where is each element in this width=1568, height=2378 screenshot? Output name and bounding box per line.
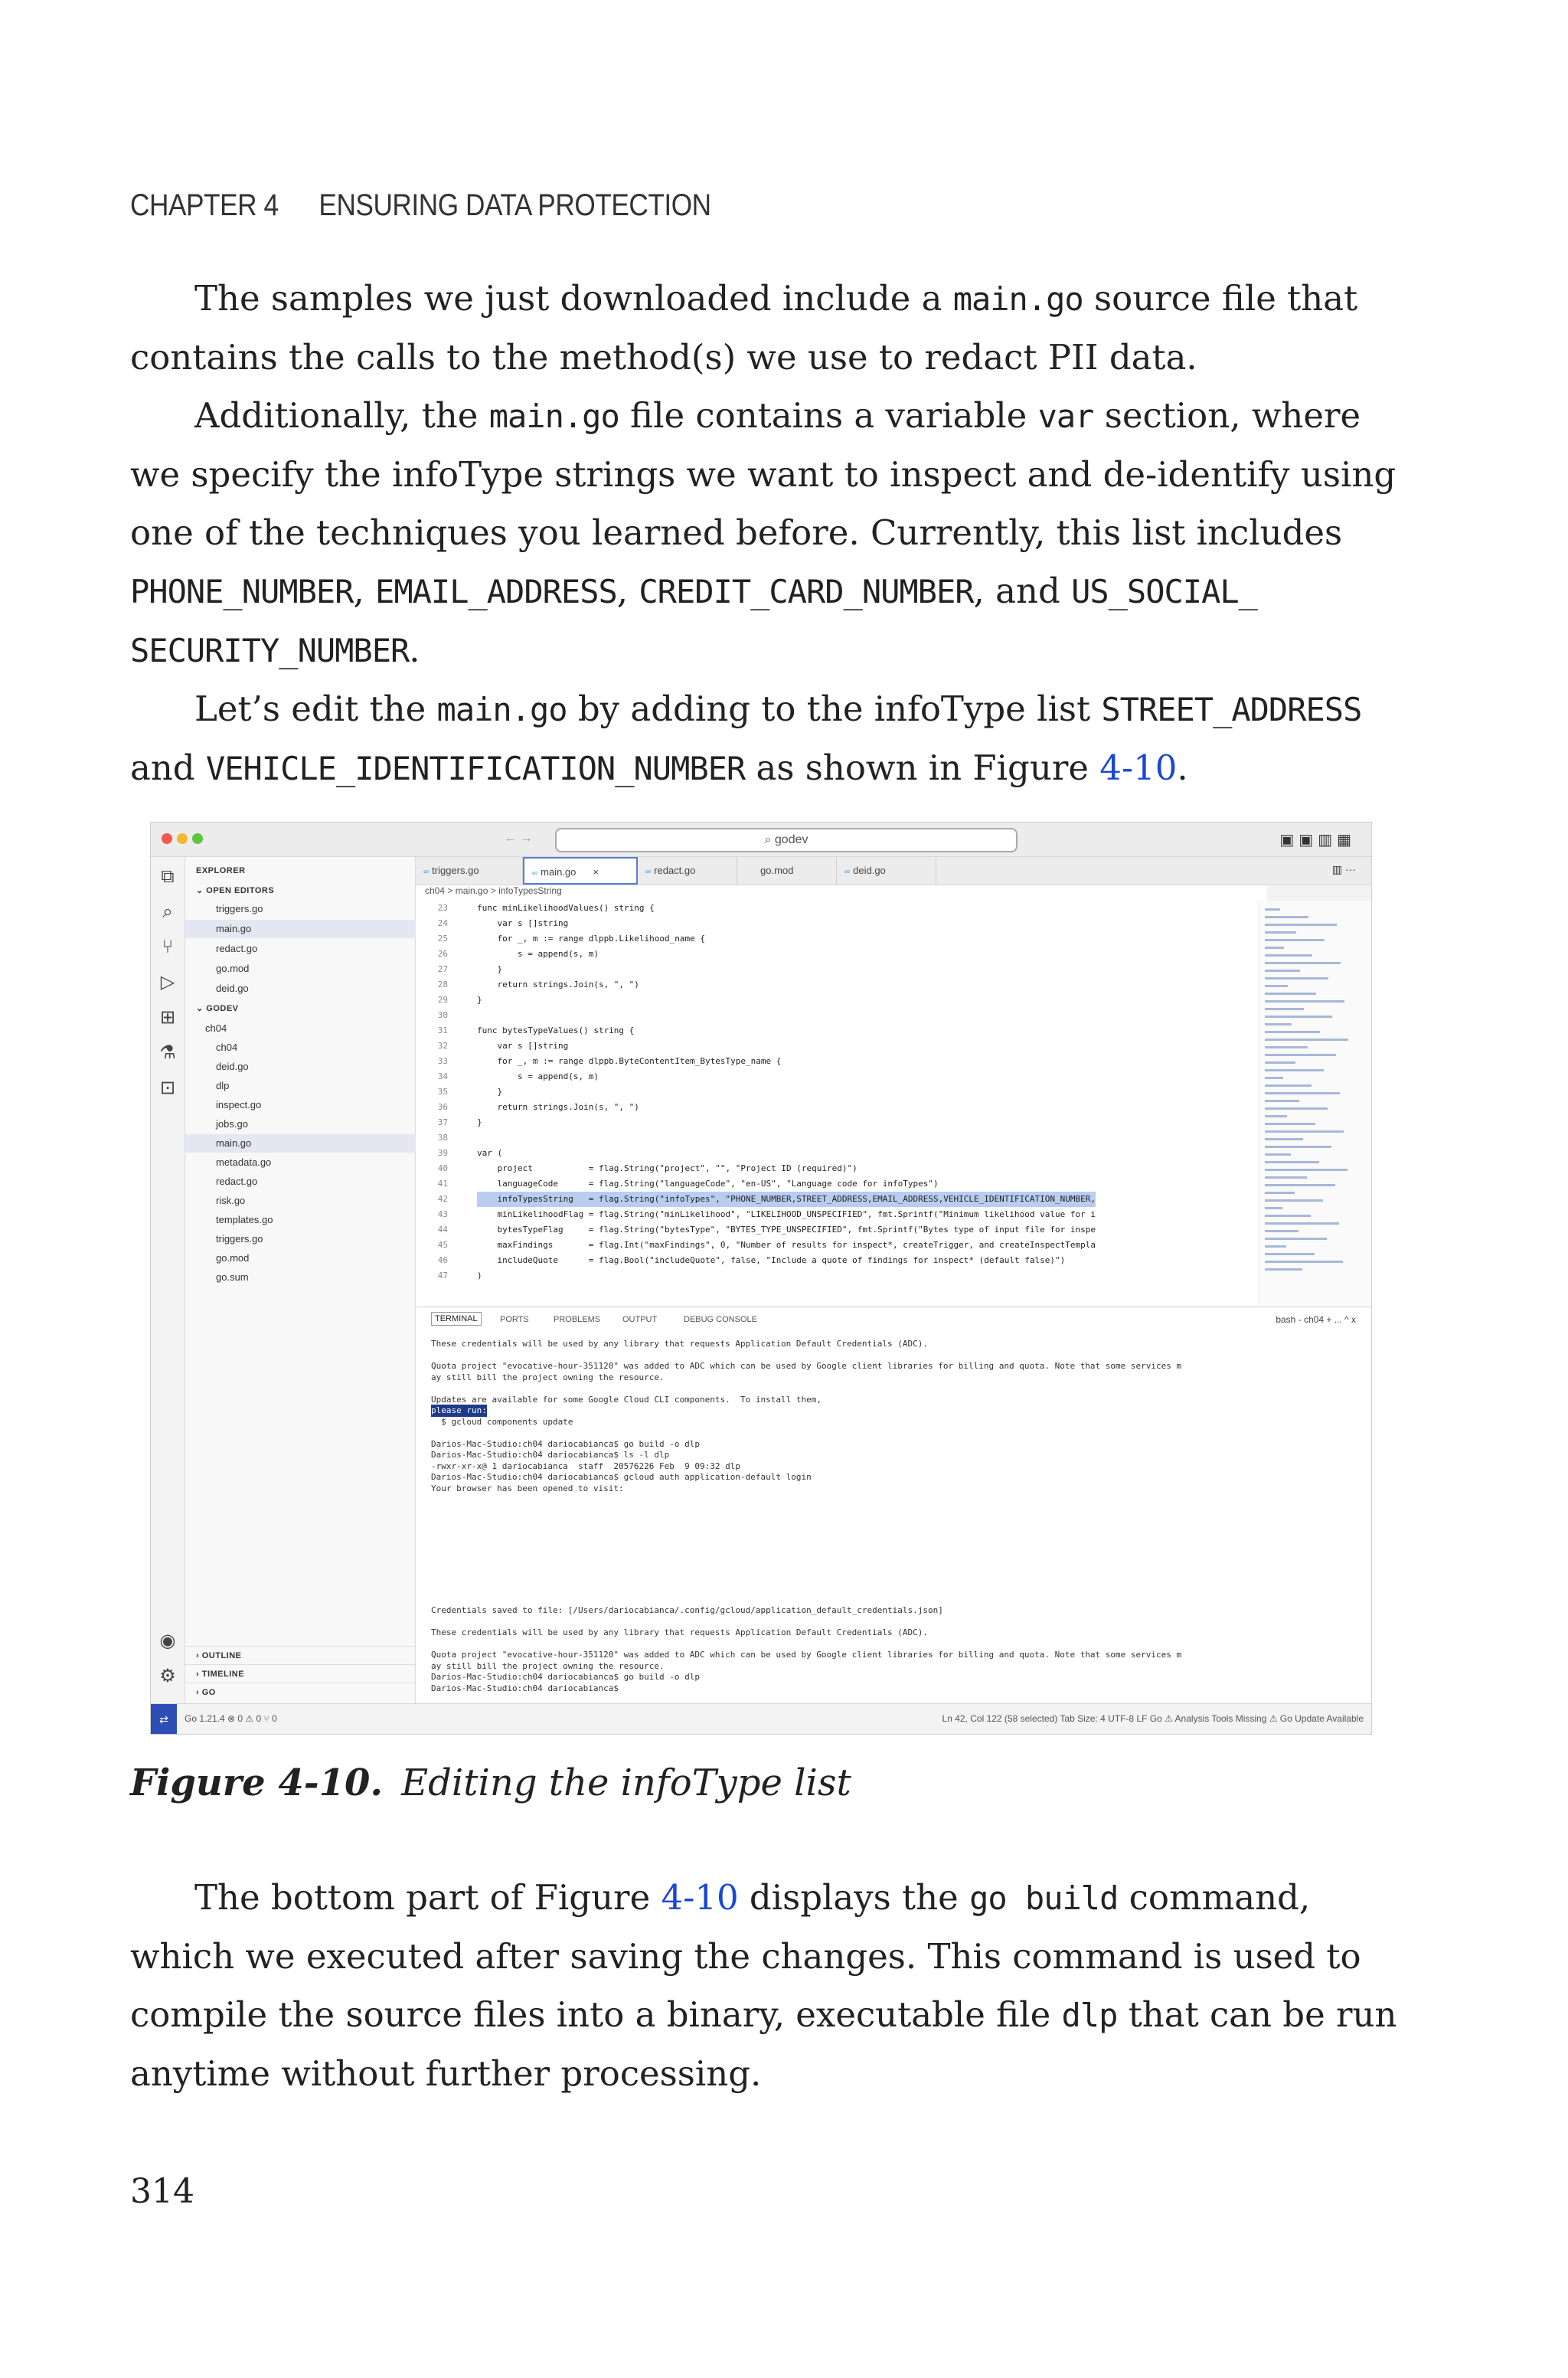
tree-item[interactable]: go.sum — [216, 1271, 249, 1283]
close-dot[interactable] — [162, 833, 172, 844]
tree-item[interactable]: redact.go — [216, 1176, 258, 1187]
minimap-line — [1265, 1084, 1312, 1087]
minimap-line — [1265, 1222, 1339, 1225]
command-center-search[interactable]: ⌕ godev — [555, 828, 1018, 852]
minimap-line — [1265, 1169, 1348, 1171]
minimap-line — [1265, 1008, 1304, 1010]
nav-arrows-icon[interactable]: ← → — [505, 832, 533, 845]
minimap-line — [1265, 1261, 1343, 1263]
minimap-line — [1265, 985, 1288, 987]
running-header — [130, 188, 711, 223]
code-line: s = append(s, m) — [477, 1071, 599, 1081]
minimap-line — [1265, 1215, 1311, 1217]
minimap-line — [1265, 1268, 1302, 1271]
files-icon[interactable]: ⧉ — [161, 866, 175, 887]
tree-item[interactable]: main.go — [185, 1134, 446, 1153]
terminal-line: ay still bill the project owning the resource. — [431, 1660, 665, 1671]
minimap-line — [1265, 970, 1300, 972]
code-line: } — [477, 1087, 503, 1097]
minimap-line — [1265, 916, 1308, 918]
tree-item[interactable]: go.mod — [216, 1252, 250, 1264]
terminal-line: Darios-Mac-Studio:ch04 dariocabianca$ go build -o dlp — [431, 1438, 700, 1449]
tree-item[interactable]: dlp — [216, 1080, 230, 1091]
minimap-line — [1265, 1031, 1320, 1033]
tab-ports[interactable]: PORTS — [500, 1315, 529, 1324]
line-number: 39 — [437, 1148, 448, 1158]
search-icon[interactable]: ⌕ — [162, 901, 173, 922]
remote-indicator-icon[interactable]: ⇄ — [151, 1704, 177, 1735]
minimap-line — [1265, 1023, 1292, 1025]
tree-item[interactable]: deid.go — [216, 1061, 249, 1072]
terminal-line: $ gcloud components update — [431, 1416, 573, 1427]
open-editor-item[interactable]: triggers.go — [216, 903, 263, 914]
code-line: includeQuote = flag.Bool("includeQuote", false, "Include a quote of findings for inspect* (default false)") — [477, 1255, 1066, 1265]
open-editors-header[interactable]: ⌄ OPEN EDITORS — [196, 886, 275, 895]
minimap-line — [1265, 1238, 1327, 1240]
tab-debug-console[interactable]: DEBUG CONSOLE — [684, 1315, 757, 1324]
minimap-line — [1265, 1100, 1299, 1102]
line-number: 32 — [437, 1041, 448, 1051]
line-number: 44 — [437, 1225, 448, 1235]
tab-redact-go[interactable]: ∞ redact.go — [638, 857, 737, 885]
breadcrumb: ch04 > main.go > infoTypesString — [416, 885, 1267, 901]
minimap-line — [1265, 931, 1296, 934]
close-icon[interactable]: × — [593, 866, 599, 878]
open-editor-item[interactable]: main.go — [185, 920, 446, 938]
open-editor-item[interactable]: redact.go — [216, 943, 258, 954]
minimap-line — [1265, 1230, 1298, 1232]
code-line: } — [477, 1117, 482, 1127]
go-file-icon: ∞ — [844, 868, 851, 876]
figure-title: Editing the infoType list — [401, 1761, 851, 1804]
terminal-line: Your browser has been opened to visit: — [431, 1483, 624, 1493]
minimap-line — [1265, 977, 1328, 980]
minimap-line — [1265, 1245, 1286, 1248]
line-number: 24 — [437, 918, 448, 928]
line-number: 29 — [437, 995, 448, 1005]
code-line: func bytesTypeValues() string { — [477, 1025, 635, 1035]
minimap-line — [1265, 947, 1284, 949]
tab-deid-go[interactable]: ∞ deid.go — [837, 857, 936, 885]
minimap-line — [1265, 1107, 1328, 1110]
tab-go-mod[interactable]: go.mod — [737, 857, 837, 885]
code-line: for _, m := range dlppb.Likelihood_name { — [477, 934, 706, 944]
line-number: 28 — [437, 980, 448, 989]
line-number: 36 — [437, 1102, 448, 1112]
open-editor-item[interactable]: deid.go — [216, 983, 249, 994]
line-number: 34 — [437, 1071, 448, 1081]
minimap-line — [1265, 1000, 1344, 1003]
minimap-line — [1265, 993, 1316, 995]
tree-item[interactable]: jobs.go — [216, 1118, 248, 1130]
title-bar — [151, 823, 1371, 857]
terminal-line: Credentials saved to file: [/Users/dariocabianca/.config/gcloud/application_default_credentials.json] — [431, 1605, 943, 1615]
activity-bar — [151, 857, 185, 1703]
code-line: ) — [477, 1271, 482, 1281]
terminal-line: Quota project "evocative-hour-351120" was added to ADC which can be used by Google client libraries for billing and quota. Note that some services m — [431, 1650, 1182, 1660]
tab-main-go[interactable]: ∞ main.go × — [523, 857, 638, 885]
go-file-icon: ∞ — [532, 869, 538, 878]
go-file-icon: ∞ — [645, 868, 652, 876]
source-control-icon[interactable]: ⑂ — [162, 937, 174, 957]
figure-number: Figure 4-10. — [130, 1761, 384, 1804]
line-number: 26 — [437, 949, 448, 959]
line-number: 33 — [437, 1056, 448, 1066]
minimap-line — [1265, 1146, 1331, 1148]
minimap-line — [1265, 924, 1337, 926]
code-line: return strings.Join(s, ", ") — [477, 980, 639, 989]
minimap-line — [1265, 1115, 1287, 1117]
minimap-line — [1265, 1016, 1332, 1018]
terminal-line: Darios-Mac-Studio:ch04 dariocabianca$ ls -l dlp — [431, 1450, 670, 1460]
chapter-title: ENSURING DATA PROTECTION — [318, 188, 711, 222]
gear-icon[interactable]: ⚙ — [159, 1666, 176, 1686]
line-number: 25 — [437, 934, 448, 944]
minimap-line — [1265, 1161, 1319, 1163]
terminal-line: These credentials will be used by any library that requests Application Default Credentials (ADC). — [431, 1339, 929, 1349]
code-line: project = flag.String("project", "", "Project ID (required)") — [477, 1163, 858, 1173]
terminal-line: -rwxr-xr-x@ 1 dariocabianca staff 20576226 Feb 9 09:32 dlp — [431, 1460, 740, 1471]
terminal-line: Darios-Mac-Studio:ch04 dariocabianca$ — [431, 1683, 619, 1693]
body-text — [130, 270, 1401, 798]
code-line: } — [477, 964, 503, 974]
minimap-line — [1265, 1069, 1324, 1071]
line-number: 38 — [437, 1133, 448, 1143]
terminal-panel — [416, 1307, 1371, 1704]
minimap-line — [1265, 1092, 1340, 1094]
minimap-line — [1265, 1054, 1336, 1056]
code-line: maxFindings = flag.Int("maxFindings", 0, "Number of results for inspect*, createTrigger, and createInspectTempla — [477, 1240, 1096, 1250]
godev-header[interactable]: ⌄ GODEV — [196, 1004, 239, 1013]
go-header[interactable]: › GO — [185, 1683, 426, 1702]
code-line: var s []string — [477, 918, 569, 928]
terminal-line: These credentials will be used by any library that requests Application Default Credentials (ADC). — [431, 1627, 929, 1637]
search-icon: ⌕ — [764, 833, 775, 846]
minimap-line — [1265, 1130, 1344, 1133]
paragraph-2: Additionally, the main.go file contains a variable var section, where we specify the infoType strings we want to inspect and de-identify using one of the techniques you learned before. Currently, this list includes PHONE_NUMBER, EMAIL_ADDRESS, CREDIT_CARD_NUMBER, and US_SOCIAL_ SECURITY_NUMBER. — [130, 395, 1396, 670]
terminal-line: ay still bill the project owning the resource. — [431, 1372, 665, 1382]
tree-item[interactable]: ch04 — [205, 1022, 227, 1034]
minimap-line — [1265, 1192, 1295, 1194]
minimap-line — [1265, 939, 1325, 941]
line-number: 47 — [437, 1271, 448, 1281]
run-debug-icon[interactable]: ▷ — [160, 972, 175, 993]
line-number: 42 — [437, 1194, 448, 1204]
vscode-screenshot — [150, 822, 1372, 1735]
open-editor-item[interactable]: go.mod — [216, 963, 250, 974]
tree-item[interactable]: metadata.go — [216, 1156, 272, 1168]
maximize-dot[interactable] — [192, 833, 203, 844]
terminal-actions[interactable]: bash - ch04 + ... ^ x — [1276, 1314, 1356, 1325]
minimap-line — [1265, 962, 1341, 964]
tab-output[interactable]: OUTPUT — [622, 1315, 658, 1324]
chapter-label: CHAPTER 4 — [130, 188, 279, 222]
code-line: } — [477, 995, 482, 1005]
paragraph-4: The bottom part of Figure 4-10 displays the go build command, which we executed after saving the changes. This command is used to compile the source files into a binary, executable file dlp that can be run anytime without further processing. — [130, 1877, 1397, 2094]
code-line: for _, m := range dlppb.ByteContentItem_BytesType_name { — [477, 1056, 782, 1066]
terminal-icon[interactable]: ⊡ — [159, 1078, 176, 1098]
go-file-icon: ∞ — [423, 868, 430, 876]
panel-tabs — [416, 1307, 1371, 1333]
minimap-line — [1265, 1253, 1315, 1255]
code-line: func minLikelihoodValues() string { — [477, 903, 655, 913]
line-number: 43 — [437, 1209, 448, 1219]
line-number: 45 — [437, 1240, 448, 1250]
code-line: var ( — [477, 1148, 503, 1158]
minimap-line — [1265, 1138, 1303, 1140]
minimize-dot[interactable] — [177, 833, 188, 844]
status-right[interactable]: Ln 42, Col 122 (58 selected) Tab Size: 4 UTF-8 LF Go ⚠ Analysis Tools Missing ⚠ Go Update Available — [942, 1713, 1364, 1724]
tree-item[interactable]: templates.go — [216, 1214, 273, 1225]
figure-reference-link[interactable]: 4-10 — [1099, 747, 1178, 788]
line-number: 35 — [437, 1087, 448, 1097]
tree-item[interactable]: inspect.go — [216, 1099, 262, 1110]
line-number: 31 — [437, 1025, 448, 1035]
minimap-line — [1265, 1046, 1308, 1048]
tab-terminal[interactable]: TERMINAL — [431, 1312, 482, 1326]
minimap-line — [1265, 1123, 1315, 1125]
minimap-line — [1265, 1184, 1335, 1186]
status-left[interactable]: Go 1.21.4 ⊗ 0 ⚠ 0 ⑂ 0 — [185, 1713, 277, 1724]
minimap[interactable] — [1258, 901, 1372, 1307]
extensions-icon[interactable]: ⊞ — [159, 1007, 176, 1028]
code-line: infoTypesString = flag.String("infoTypes", "PHONE_NUMBER,STREET_ADDRESS,EMAIL_ADDRESS,VEHICLE_IDENTIFICATION_NUMBER, — [477, 1192, 1096, 1207]
minimap-line — [1265, 954, 1312, 957]
line-number: 37 — [437, 1117, 448, 1127]
code-line: bytesTypeFlag = flag.String("bytesType", "BYTES_TYPE_UNSPECIFIED", fmt.Sprintf("Bytes type of input file for inspe — [477, 1225, 1096, 1235]
terminal-line: Updates are available for some Google Cloud CLI components. To install them, — [431, 1394, 822, 1405]
line-number: 30 — [437, 1010, 448, 1020]
tab-problems[interactable]: PROBLEMS — [554, 1315, 601, 1324]
line-number: 27 — [437, 964, 448, 974]
line-number: 40 — [437, 1163, 448, 1173]
tab-triggers-go[interactable]: ∞ triggers.go — [416, 857, 523, 885]
minimap-line — [1265, 1153, 1291, 1156]
minimap-line — [1265, 1176, 1307, 1179]
terminal-line: Darios-Mac-Studio:ch04 dariocabianca$ gcloud auth application-default login — [431, 1472, 812, 1482]
paragraph-1: The samples we just downloaded include a main.go source file that contains the calls to the method(s) we use to redact PII data. — [130, 278, 1358, 378]
timeline-header[interactable]: › TIMELINE — [185, 1664, 426, 1683]
terminal-line: Quota project "evocative-hour-351120" was added to ADC which can be used by Google client libraries for billing and quota. Note that some services m — [431, 1361, 1182, 1371]
account-icon[interactable]: ◉ — [159, 1631, 176, 1651]
page-number: 314 — [130, 2172, 194, 2211]
tree-item[interactable]: risk.go — [216, 1195, 246, 1206]
paragraph-3: Let’s edit the main.go by adding to the infoType list STREET_ADDRESS and VEHICLE_IDENTIFICATION_NUMBER as shown in Figure 4-10. — [130, 689, 1362, 788]
code-line: minLikelihoodFlag = flag.String("minLikelihood", "LIKELIHOOD_UNSPECIFIED", fmt.Sprintf("Minimum likelihood value for i — [477, 1209, 1096, 1219]
body-text-after-figure — [130, 1869, 1401, 2103]
line-number: 46 — [437, 1255, 448, 1265]
editor-tabs — [416, 857, 1371, 885]
code-line: s = append(s, m) — [477, 949, 599, 959]
terminal-line: please run: — [431, 1405, 487, 1415]
split-editor-icon[interactable]: ▥ ··· — [1331, 863, 1356, 875]
explorer-title: EXPLORER — [196, 866, 246, 875]
minimap-line — [1265, 1077, 1283, 1079]
line-number: 23 — [437, 903, 448, 913]
figure-reference-link[interactable]: 4-10 — [661, 1877, 739, 1918]
status-bar — [151, 1703, 1371, 1735]
code-line: var s []string — [477, 1041, 569, 1051]
code-line: return strings.Join(s, ", ") — [477, 1102, 639, 1112]
outline-header[interactable]: › OUTLINE — [185, 1646, 426, 1665]
explorer-sidebar — [185, 857, 416, 1703]
tree-item[interactable]: ch04 — [216, 1042, 238, 1053]
minimap-line — [1265, 1199, 1323, 1202]
code-editor[interactable] — [416, 901, 1258, 1307]
terminal-line: Darios-Mac-Studio:ch04 dariocabianca$ go build -o dlp — [431, 1672, 700, 1682]
testing-icon[interactable]: ⚗ — [159, 1042, 176, 1063]
layout-icons[interactable]: ▣▣▥▦ — [1279, 832, 1356, 849]
minimap-line — [1265, 908, 1280, 911]
tree-item[interactable]: triggers.go — [216, 1233, 263, 1245]
minimap-line — [1265, 1061, 1295, 1064]
line-number: 41 — [437, 1179, 448, 1189]
figure-caption — [130, 1761, 851, 1804]
code-line: languageCode = flag.String("languageCode", "en-US", "Language code for infoTypes") — [477, 1179, 939, 1189]
minimap-line — [1265, 1039, 1348, 1041]
minimap-line — [1265, 1207, 1282, 1209]
